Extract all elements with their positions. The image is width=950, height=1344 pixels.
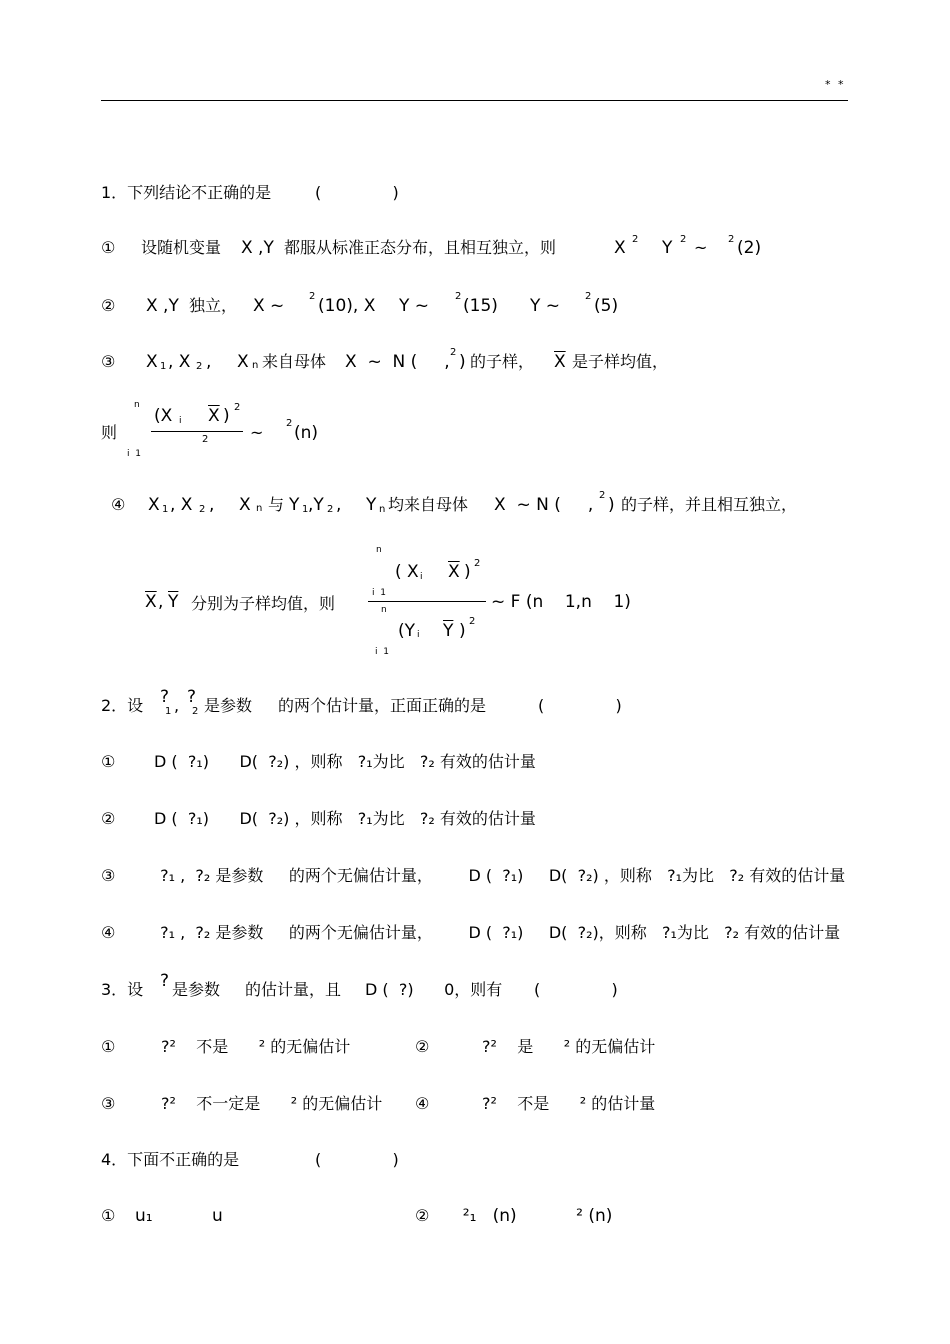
q1-opt1-mid: 都服从标准正态分布，且相互独立，则 xyxy=(284,238,557,257)
q1-opt3-dist: X ~ N ( , xyxy=(345,352,450,372)
q1-opt4-top-i1: i 1 xyxy=(372,588,386,598)
q3-stem: 3．设 xyxy=(101,980,144,999)
q1-opt4-ybar: $\overline{Y}$ xyxy=(168,592,179,612)
q1-opt4-top-sq: 2 xyxy=(474,558,481,569)
q3-opt1-num: ① xyxy=(101,1037,116,1056)
q1-opt3-mean: 是子样均值， xyxy=(572,352,669,371)
q1-opt2-a: X ~ xyxy=(253,296,285,316)
q1-opt4-top-xbar: $\overline{X}$ xyxy=(448,562,460,582)
q1-opt3-then: 则 xyxy=(101,423,118,442)
q4-opt1-num: ① xyxy=(101,1206,116,1225)
q1-opt2-d: (15) xyxy=(463,296,498,316)
q1-opt1-sq1: 2 xyxy=(632,234,639,245)
q1-opt2-indep: 独立， xyxy=(189,296,238,315)
q1-opt1-x: X xyxy=(614,238,626,258)
q1-opt1-y: Y xyxy=(662,238,673,258)
q1-opt4-fraction-bar xyxy=(368,601,486,602)
q3-est: ? xyxy=(160,971,170,991)
q1-opt4-t1: 1 xyxy=(302,504,309,515)
q2-opt4-num: ④ xyxy=(101,923,116,942)
q1-opt1-sq2: 2 xyxy=(680,234,687,245)
q2-stem: 2．设 xyxy=(101,696,144,715)
q3-opt2-num: ② xyxy=(415,1037,430,1056)
q1-opt4-bot-sq: 2 xyxy=(469,616,476,627)
q3-mid: 是参数 xyxy=(172,980,221,999)
q1-opt4-mean: 分别为子样均值，则 xyxy=(191,594,336,613)
q1-opt4-yc2: , xyxy=(336,495,342,515)
q2-opt1-num: ① xyxy=(101,752,116,771)
q1-opt1-num: ① xyxy=(101,238,116,257)
q1-opt4-top-close: ) xyxy=(464,562,471,582)
q1-opt2-xy: X ,Y xyxy=(146,296,179,316)
q3-opt4-text: ?² 不是 ² 的估计量 xyxy=(482,1094,656,1113)
q1-opt4-from: 均来自母体 xyxy=(388,495,469,514)
q1-opt4-x1: X xyxy=(148,495,160,515)
q1-opt4-bot-close: ) xyxy=(459,621,466,641)
q3-opt3-num: ③ xyxy=(101,1094,116,1113)
q2-opt4-text: ?₁ , ?₂ 是参数 的两个无偏估计量， D ( ?₁) D( ?₂)，则称 ?₁为比 ?₂ 有效的估计量 xyxy=(150,923,841,942)
q1-opt3-denom-sq: 2 xyxy=(202,434,209,445)
q1-stem: 1．下列结论不正确的是 xyxy=(101,183,272,202)
q1-opt1-tilde: ~ xyxy=(694,238,708,257)
q1-opt3-fraction-bar xyxy=(151,431,243,432)
q2-opt3-num: ③ xyxy=(101,866,116,885)
q1-opt2-num: ② xyxy=(101,296,116,315)
q1-opt2-e2: 2 xyxy=(585,291,592,302)
q2-est2-sub: 2 xyxy=(192,706,199,717)
q3-opt3-text: ?² 不一定是 ² 的无偏估计 xyxy=(161,1094,383,1113)
q1-opt3-c1: , X xyxy=(168,352,191,372)
q3-opt2-text: ?² 是 ² 的无偏估计 xyxy=(482,1037,656,1056)
q1-opt4-tail: 的子样，并且相互独立， xyxy=(621,495,798,514)
q1-opt2-f: (5) xyxy=(594,296,619,316)
q1-opt4-sep: , xyxy=(158,592,164,612)
q2-opt2-text: D ( ?₁) D( ?₂) ，则称 ?₁为比 ?₂ 有效的估计量 xyxy=(154,809,536,828)
q1-opt3-close: ) xyxy=(459,352,466,372)
q1-opt3-tail: (n) xyxy=(294,423,319,443)
q1-opt1-text: 设随机变量 xyxy=(141,238,222,257)
q1-opt4-d2: 2 xyxy=(599,490,606,501)
q1-opt4-result: ~ F (n 1,n 1) xyxy=(491,592,631,612)
q2-opt3-text: ?₁ , ?₂ 是参数 的两个无偏估计量， D ( ?₁) D( ?₂) ，则称 ?₁为比 ?₂ 有效的估计量 xyxy=(150,866,846,885)
q1-opt2-c: Y ~ xyxy=(399,296,430,316)
q3-opt4-num: ④ xyxy=(415,1094,430,1113)
q3-opt1-text: ?² 不是 ² 的无偏估计 xyxy=(161,1037,351,1056)
q1-opt3-sum-i1: i 1 xyxy=(127,449,141,459)
q1-opt1-xy: X ,Y xyxy=(241,238,274,258)
q1-opt4-yn: Y xyxy=(366,495,377,515)
q2-comma: , xyxy=(174,696,180,715)
q1-opt3-sum-n: n xyxy=(134,400,140,410)
q2-opt2-num: ② xyxy=(101,809,116,828)
q1-opt2-b: (10), X xyxy=(318,296,376,316)
q1-opt3-numer-i: i xyxy=(179,416,182,426)
q1-opt3-sn: n xyxy=(252,360,259,371)
q4-opt2-text: ²₁ (n) ² (n) xyxy=(452,1206,613,1226)
q3-condition: D ( ?) 0，则有 xyxy=(365,980,503,999)
q1-opt4-bot-i1: i 1 xyxy=(375,647,389,657)
q1-opt4-c1: , X xyxy=(170,495,193,515)
q1-opt3-numer: (X xyxy=(154,406,173,426)
q1-opt3-c2: , xyxy=(206,352,212,372)
q1-opt3-tilde: ~ xyxy=(250,423,264,442)
page-header-mark: * * xyxy=(825,78,846,91)
q1-opt4-bot-i: i xyxy=(417,630,420,640)
q1-opt4-close: ) xyxy=(608,495,615,515)
q1-opt4-s2: 2 xyxy=(199,504,206,515)
q4-answer-paren: ( ) xyxy=(315,1150,399,1169)
q1-opt2-e: Y ~ xyxy=(530,296,561,316)
q1-opt4-bot-n: n xyxy=(381,605,387,615)
q3-tail: 的估计量，且 xyxy=(245,980,342,999)
q1-opt3-xbar: $\overline{X}$ xyxy=(554,352,566,372)
q1-opt4-bot-ybar: $\overline{Y}$ xyxy=(443,621,454,641)
q1-opt4-tn: n xyxy=(379,504,386,515)
q1-opt2-a2: 2 xyxy=(309,291,316,302)
q4-stem: 4．下面不正确的是 xyxy=(101,1150,240,1169)
q1-opt3-numer-sq: 2 xyxy=(234,402,241,413)
q1-opt4-and: 与 xyxy=(268,495,285,514)
q1-opt3-numer-close: ) xyxy=(223,406,230,426)
q2-est1-sub: 1 xyxy=(165,706,172,717)
q1-opt2-c2: 2 xyxy=(455,291,462,302)
q1-opt4-t2: 2 xyxy=(327,504,334,515)
q1-opt1-chi2: 2 xyxy=(728,234,735,245)
q1-opt3-x1: X xyxy=(146,352,158,372)
q2-mid: 是参数 xyxy=(204,696,253,715)
q1-opt4-top-num: ( X xyxy=(395,562,419,582)
q1-opt3-sample: 的子样， xyxy=(470,352,535,371)
q1-opt1-tail: (2) xyxy=(737,238,762,258)
q3-answer-paren: ( ) xyxy=(534,980,618,999)
q1-opt3-s1: 1 xyxy=(160,361,167,372)
q1-opt4-bot-num: (Y xyxy=(398,621,416,641)
q2-tail: 的两个估计量，正面正确的是 xyxy=(278,696,487,715)
q1-opt3-num: ③ xyxy=(101,352,116,371)
q1-opt3-xn: X xyxy=(237,352,249,372)
header-rule xyxy=(101,100,848,101)
q1-opt3-from: 来自母体 xyxy=(262,352,327,371)
q1-opt4-num: ④ xyxy=(111,495,126,514)
q1-opt3-chi2: 2 xyxy=(286,418,293,429)
q1-opt3-s2: 2 xyxy=(196,361,203,372)
q1-opt3-d2: 2 xyxy=(450,347,457,358)
q1-opt4-yc: ,Y xyxy=(308,495,324,515)
q2-est1: ? xyxy=(160,687,170,707)
q1-opt4-xn: X xyxy=(239,495,251,515)
q2-answer-paren: ( ) xyxy=(538,696,622,715)
q1-opt4-sn: n xyxy=(256,503,263,514)
q1-opt4-xbar: $\overline{X}$ xyxy=(145,592,157,612)
q1-opt4-y1: Y xyxy=(289,495,300,515)
q1-answer-paren: ( ) xyxy=(315,183,399,202)
q2-opt1-text: D ( ?₁) D( ?₂) ，则称 ?₁为比 ?₂ 有效的估计量 xyxy=(154,752,536,771)
q1-opt4-top-n: n xyxy=(376,545,382,555)
q1-opt4-s1: 1 xyxy=(162,504,169,515)
q2-est2: ? xyxy=(187,687,197,707)
q1-opt4-c2: , xyxy=(209,495,215,515)
q1-opt4-dist: X ~ N ( , xyxy=(494,495,594,515)
q1-opt4-top-i: i xyxy=(420,572,423,582)
q1-opt3-numer-xbar: $\overline{X}$ xyxy=(208,406,220,426)
q4-opt1-text: u₁ u xyxy=(135,1206,223,1226)
q4-opt2-num: ② xyxy=(415,1206,430,1225)
